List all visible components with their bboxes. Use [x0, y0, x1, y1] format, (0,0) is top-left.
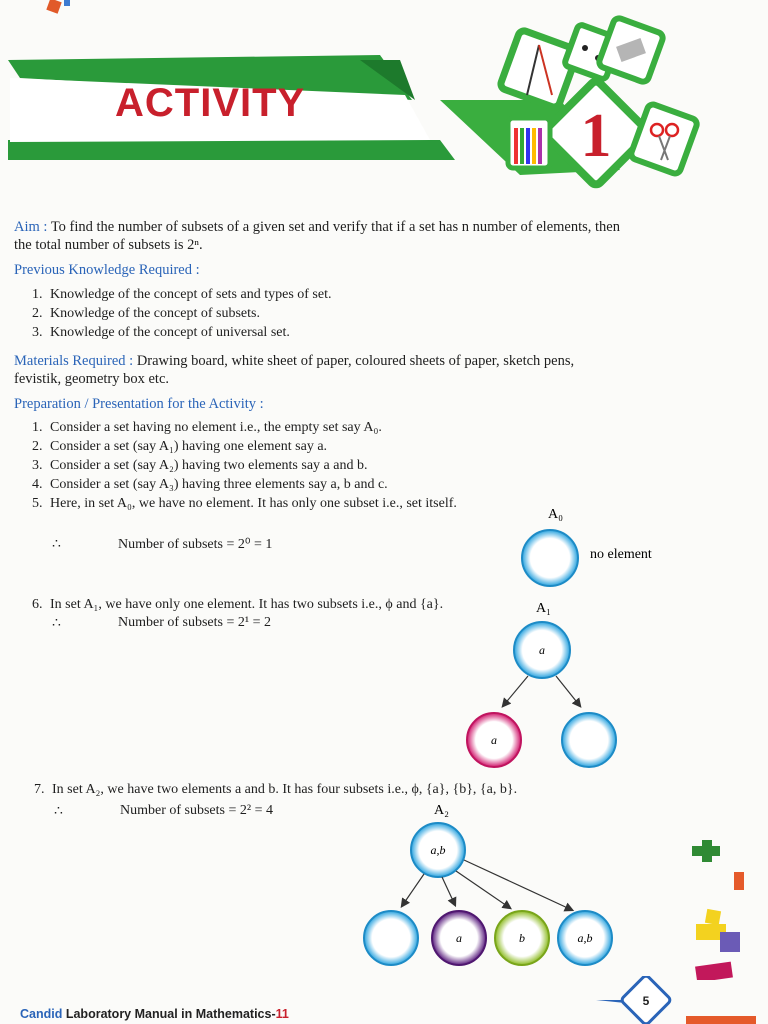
- materials-line-1: Drawing board, white sheet of paper, coloured sheets of paper, sketch pens,: [136, 353, 575, 369]
- materials-line-2: fevistik, geometry box etc.: [14, 371, 170, 387]
- previous-knowledge-list: [32, 285, 331, 342]
- list-item: 1. Knowledge of the concept of sets and types of set.: [32, 287, 332, 302]
- list-item: 3. Knowledge of the concept of universal set.: [32, 325, 290, 340]
- footer-title: [20, 1007, 289, 1021]
- step7-result: Number of subsets = 2² = 4: [120, 803, 273, 818]
- list-item: 2. Consider a set (say A₁) having one element say a.: [32, 439, 328, 454]
- list-item: 2. Knowledge of the concept of subsets.: [32, 306, 260, 321]
- list-item: 4. Consider a set (say A₃) having three elements say a, b and c.: [32, 477, 388, 492]
- a1-root-label: a: [539, 643, 545, 657]
- activity-banner: [0, 0, 768, 200]
- footer-brand: Candid: [20, 1007, 63, 1021]
- therefore-symbol: ∴: [52, 537, 61, 552]
- aim-line-2: the total number of subsets is 2ⁿ.: [14, 237, 203, 253]
- step6-text: 6. In set A₁, we have only one element. It has two subsets i.e., ϕ and {a}.: [32, 597, 444, 612]
- subset-diagrams: [0, 490, 768, 980]
- list-item: 3. Consider a set (say A₂) having two elements say a and b.: [32, 458, 368, 473]
- list-item: 5. Here, in set A₀, we have no element. It has only one subset i.e., set itself.: [32, 496, 457, 511]
- arrow: [556, 676, 580, 706]
- step7-text: 7. In set A₂, we have two elements a and b. It has four subsets i.e., ϕ, {a}, {b}, {a, b}.: [34, 782, 518, 797]
- aim-section: [14, 218, 714, 254]
- a2-subset-b-label: b: [519, 931, 525, 945]
- page-number: 5: [642, 994, 650, 1008]
- materials-section: [14, 352, 714, 388]
- aim-line-1: To find the number of subsets of a given set and verify that if a set has n number of elements, then: [50, 219, 620, 235]
- step6-result: Number of subsets = 2¹ = 2: [118, 615, 271, 630]
- page-number-badge: [596, 976, 768, 1024]
- a1-empty-subset-circle: [562, 713, 616, 767]
- arrow: [456, 871, 510, 908]
- aim-label: Aim :: [14, 219, 48, 235]
- pencils-card: [508, 118, 550, 168]
- arrow: [442, 877, 455, 905]
- preparation-heading: Preparation / Presentation for the Activity :: [14, 396, 264, 412]
- footer-page-ref: 11: [275, 1007, 289, 1021]
- empty-set-circle: [522, 530, 578, 586]
- a2-root-label: a,b: [430, 843, 446, 857]
- activity-number: 1: [580, 102, 612, 170]
- activity-title: ACTIVITY: [115, 81, 306, 125]
- list-item: 1. Consider a set having no element i.e., the empty set say A₀.: [32, 420, 382, 435]
- a2-subset-ab-label: a,b: [577, 931, 593, 945]
- therefore-symbol: ∴: [52, 616, 61, 631]
- a0-note: no element: [590, 547, 652, 562]
- a2-empty-subset-circle: [364, 911, 418, 965]
- a1-set-label: A₁: [536, 601, 551, 616]
- therefore-symbol: ∴: [54, 804, 63, 819]
- materials-heading: Materials Required :: [14, 353, 134, 369]
- step5-result: Number of subsets = 2⁰ = 1: [118, 537, 273, 552]
- scissors-card: [630, 103, 699, 175]
- arrow: [503, 676, 528, 706]
- a2-set-label: A₂: [434, 803, 449, 818]
- a0-set-label: A₀: [548, 507, 563, 522]
- a1-subset-a-label: a: [491, 733, 497, 747]
- previous-knowledge-heading: Previous Knowledge Required :: [14, 262, 200, 278]
- decorative-blocks: [692, 840, 744, 980]
- a2-subset-a-label: a: [456, 931, 462, 945]
- arrow: [402, 874, 424, 906]
- footer-manual-title: Laboratory Manual in Mathematics-: [65, 1007, 276, 1021]
- arrow: [464, 860, 572, 910]
